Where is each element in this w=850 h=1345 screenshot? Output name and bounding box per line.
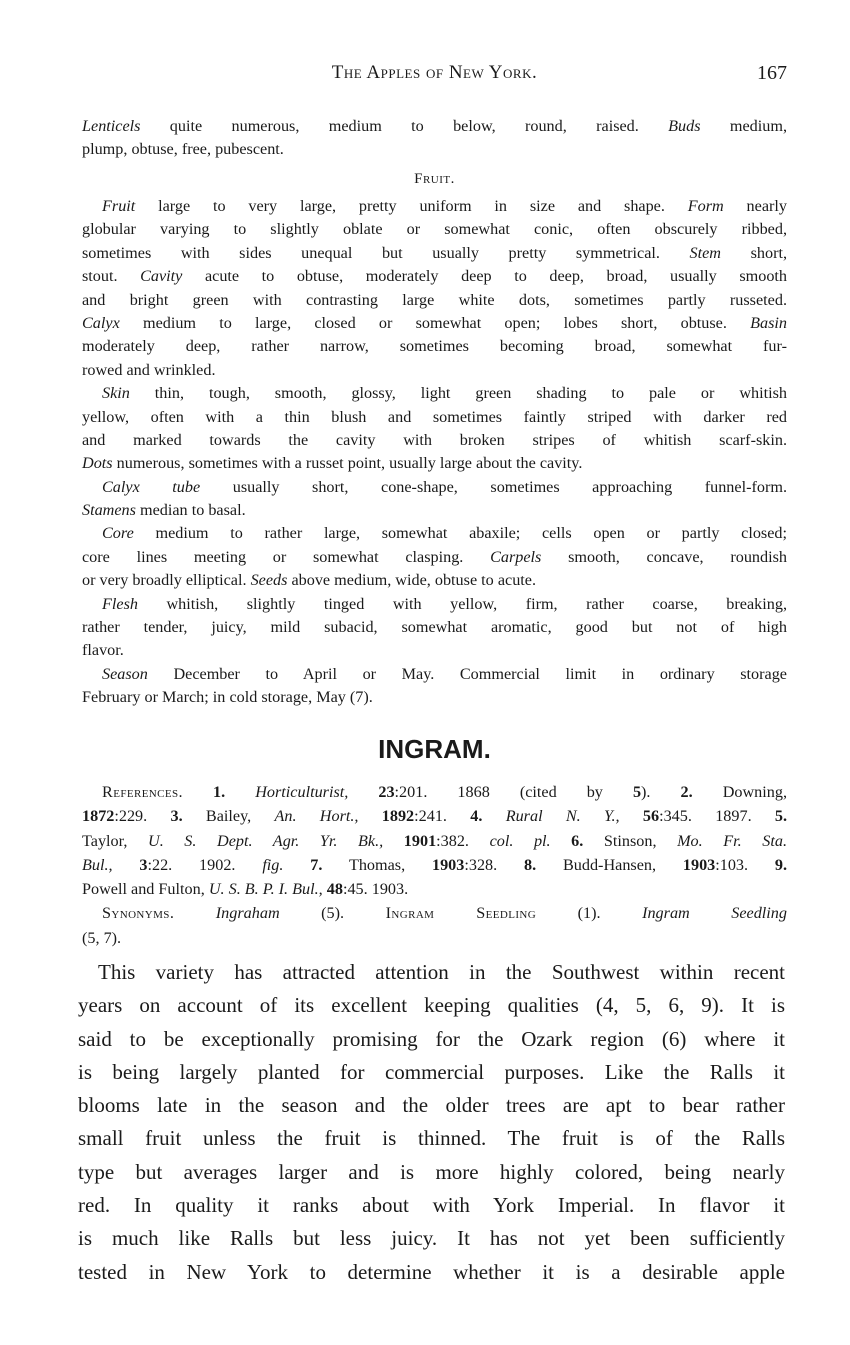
text-segment: flavor. <box>82 641 124 660</box>
italic-term: Dots <box>82 454 113 473</box>
italic-term: Calyx <box>82 313 120 332</box>
text-segment: This variety has attracted attention in the Southwest within recent <box>98 960 785 984</box>
text-segment: Stinson, <box>583 831 678 850</box>
text-line <box>78 1156 785 1189</box>
text-line <box>82 780 787 804</box>
text-segment: globular varying to slightly oblate or somewhat conic, often obscurely ribbed, <box>82 220 787 239</box>
bold-number: 1901 <box>403 831 437 850</box>
text-segment: said to be exceptionally promising for the Ozark region (6) where it <box>78 1026 785 1051</box>
text-segment: and marked towards the cavity with broken stripes of whitish scarf-skin. <box>82 430 787 449</box>
text-segment: is being largely planted for commercial purposes. Like the Ralls it <box>78 1059 785 1084</box>
text-segment: numerous, sometimes with a russet point, usually large about the cavity. <box>112 454 583 473</box>
text-segment <box>482 807 505 825</box>
text-line <box>82 829 787 853</box>
text-segment: small fruit unless the fruit is thinned. The fruit is of the Ralls <box>78 1126 785 1151</box>
text-line <box>82 115 787 138</box>
text-segment: yellow, often with a thin blush and sometimes faintly striped with darker red <box>82 407 787 426</box>
text-segment <box>383 832 404 850</box>
text-segment: medium to large, closed or somewhat open; lobes short, obtuse. <box>119 313 751 332</box>
running-header <box>82 62 787 88</box>
text-segment: medium, <box>700 117 787 135</box>
text-segment: December to April or May. Commercial limit in ordinary storage <box>147 664 787 683</box>
text-line <box>82 593 787 616</box>
text-segment: :103. <box>715 855 775 874</box>
italic-term: Seeds <box>250 571 288 590</box>
text-segment: blooms late in the season and the older trees are apt to bear rather <box>78 1093 785 1118</box>
text-segment: large to very large, pretty uniform in size and shape. <box>135 197 688 215</box>
bold-number: 1. <box>213 783 226 801</box>
italic-term: Ingram Seedling <box>642 904 787 923</box>
italic-term: Basin <box>750 313 787 332</box>
text-segment <box>620 807 643 825</box>
italic-term: fig. <box>262 855 284 874</box>
text-segment: :345. 1897. <box>659 807 775 826</box>
italic-term: Season <box>102 664 148 683</box>
text-line <box>78 1023 785 1056</box>
text-line <box>82 522 787 545</box>
text-segment: or very broadly elliptical. <box>82 571 251 590</box>
text-segment <box>183 783 213 801</box>
text-line <box>82 429 787 452</box>
text-segment: and bright green with contrasting large white dots, sometimes partly russeted. <box>82 290 787 309</box>
text-line <box>82 804 787 828</box>
italic-term: Horticulturist, <box>255 783 349 801</box>
italic-term: Stamens <box>82 501 136 520</box>
text-line <box>82 406 787 429</box>
text-segment: quite numerous, medium to below, round, raised. <box>140 117 669 135</box>
text-line <box>78 1222 785 1255</box>
text-segment: rather tender, juicy, mild subacid, somewhat aromatic, good but not of high <box>82 618 787 637</box>
text-line <box>82 663 787 686</box>
italic-term: An. Hort., <box>274 807 359 826</box>
text-line <box>82 569 787 592</box>
text-segment <box>225 783 255 801</box>
text-line <box>82 686 787 709</box>
text-line <box>82 218 787 241</box>
text-segment: Bailey, <box>182 807 275 826</box>
bold-number: 5. <box>774 807 788 826</box>
text-line <box>82 289 787 312</box>
text-segment: is much like Ralls but less juicy. It has not yet been sufficiently <box>78 1226 785 1251</box>
italic-term: Calyx tube <box>102 477 201 496</box>
text-line <box>78 956 785 989</box>
text-line <box>78 1056 785 1089</box>
text-segment: ). <box>641 783 681 801</box>
small-caps-label: Synonyms. <box>102 904 175 923</box>
bold-number: 2. <box>680 783 693 801</box>
bold-number: 6. <box>571 831 584 850</box>
text-segment: (5). <box>279 904 386 923</box>
italic-term: Carpels <box>490 547 542 566</box>
text-line <box>82 335 787 358</box>
lenticels-paragraph <box>82 115 787 161</box>
text-segment: Downing, <box>692 783 788 801</box>
variety-title: INGRAM. <box>378 734 491 764</box>
bold-number: 7. <box>310 855 323 874</box>
text-segment: moderately deep, rather narrow, sometimes becoming broad, somewhat fur- <box>82 337 787 356</box>
text-segment <box>551 832 572 850</box>
text-segment <box>283 856 310 874</box>
text-line <box>78 1189 785 1222</box>
italic-term: Skin <box>102 384 130 403</box>
text-line <box>82 877 787 901</box>
text-segment: stout. <box>82 267 141 286</box>
text-segment: median to basal. <box>135 501 246 520</box>
text-line <box>78 1256 785 1289</box>
italic-term: Bul., <box>82 855 113 874</box>
text-segment: usually short, cone-shape, sometimes approaching funnel-form. <box>200 477 787 496</box>
text-line <box>78 1122 785 1155</box>
text-segment: core lines meeting or somewhat clasping. <box>82 547 491 566</box>
text-segment: :201. 1868 (cited by <box>394 783 633 801</box>
bold-number: 8. <box>524 855 537 874</box>
references-and-synonyms <box>82 780 787 950</box>
text-line <box>82 499 787 522</box>
bold-number: 23 <box>378 783 395 801</box>
text-segment: Taylor, <box>82 831 148 850</box>
text-line <box>82 901 787 925</box>
text-segment: years on account of its excellent keeping qualities (4, 5, 6, 9). It is <box>78 993 785 1018</box>
text-line <box>78 989 785 1022</box>
text-segment: red. In quality it ranks about with York Imperial. In flavor it <box>78 1193 785 1218</box>
text-line <box>82 639 787 662</box>
text-segment: type but averages larger and is more highly colored, being nearly <box>78 1159 785 1184</box>
text-segment: :45. 1903. <box>342 880 409 899</box>
text-line <box>78 1089 785 1122</box>
bold-number: 1892 <box>381 807 415 826</box>
text-segment: smooth, concave, roundish <box>541 547 787 566</box>
italic-term: U. S. Dept. Agr. Yr. Bk., <box>148 831 384 850</box>
text-segment: tested in New York to determine whether it is a desirable apple <box>78 1259 785 1284</box>
bold-number: 4. <box>470 807 483 826</box>
text-segment: Powell and Fulton, <box>82 880 209 899</box>
text-segment: :22. 1902. <box>147 855 263 874</box>
bold-number: 3. <box>170 807 183 826</box>
text-line <box>82 452 787 475</box>
italic-term: Cavity <box>140 267 183 286</box>
text-line <box>82 265 787 288</box>
text-line <box>82 312 787 335</box>
text-segment <box>174 904 216 922</box>
italic-term: Rural N. Y., <box>505 807 620 826</box>
text-segment: :382. <box>436 831 490 850</box>
text-segment <box>113 856 140 874</box>
text-line <box>82 546 787 569</box>
text-segment: Thomas, <box>322 855 432 874</box>
running-title: The Apples of New York. <box>331 62 538 83</box>
text-segment: sometimes with sides unequal but usually pretty symmetrical. <box>82 243 690 262</box>
fruit-heading: Fruit. <box>414 171 455 187</box>
bold-number: 1903 <box>431 855 465 874</box>
italic-term: Stem <box>689 243 721 262</box>
text-segment: February or March; in cold storage, May (7). <box>82 688 373 707</box>
text-segment: plump, obtuse, free, pubescent. <box>82 140 284 158</box>
bold-number: 48 <box>326 880 343 899</box>
text-line <box>82 853 787 877</box>
text-segment: (1). <box>536 904 643 923</box>
bold-number: 9. <box>774 855 788 874</box>
text-line <box>82 926 787 950</box>
italic-term: Core <box>102 524 134 543</box>
page-number: 167 <box>757 62 787 84</box>
small-caps-label: References. <box>102 783 183 801</box>
text-segment: :241. <box>414 807 471 826</box>
italic-term: Lenticels <box>82 117 141 135</box>
italic-term: Form <box>687 197 724 215</box>
bold-number: 5 <box>632 783 642 801</box>
text-segment: (5, 7). <box>82 928 122 947</box>
italic-term: Fruit <box>102 197 136 215</box>
text-segment: :328. <box>464 855 525 874</box>
italic-term: Mo. Fr. Sta. <box>677 831 788 850</box>
italic-term: Flesh <box>102 594 138 613</box>
text-segment: rowed and wrinkled. <box>82 360 216 379</box>
text-line <box>82 195 787 218</box>
bold-number: 1872 <box>82 807 115 826</box>
bold-number: 3 <box>139 855 148 874</box>
text-segment <box>348 783 378 801</box>
text-line <box>82 359 787 382</box>
fruit-description <box>82 195 787 710</box>
text-line <box>82 138 787 161</box>
variety-description <box>78 956 785 1289</box>
text-segment: whitish, slightly tinged with yellow, firm, rather coarse, breaking, <box>137 594 787 613</box>
text-line <box>82 616 787 639</box>
bold-number: 1903 <box>682 855 716 874</box>
text-line <box>82 382 787 405</box>
italic-term: U. S. B. P. I. Bul., <box>208 880 323 899</box>
text-segment: acute to obtuse, moderately deep to deep, broad, usually smooth <box>182 267 788 286</box>
bold-number: 56 <box>642 807 660 826</box>
small-caps-label: Ingram Seedling <box>385 904 537 923</box>
text-segment: :229. <box>114 807 171 826</box>
text-segment <box>358 807 381 825</box>
text-segment: nearly <box>723 197 787 215</box>
text-line <box>82 476 787 499</box>
text-segment: short, <box>721 243 787 262</box>
text-segment: medium to rather large, somewhat abaxile; cells open or partly closed; <box>133 524 787 543</box>
text-line <box>82 242 787 265</box>
italic-term: Ingraham <box>215 904 280 923</box>
text-segment: above medium, wide, obtuse to acute. <box>287 571 537 590</box>
italic-term: Buds <box>668 117 701 135</box>
italic-term: col. pl. <box>489 831 551 850</box>
text-segment: Budd-Hansen, <box>536 855 683 874</box>
text-segment: thin, tough, smooth, glossy, light green shading to pale or whitish <box>129 384 787 403</box>
